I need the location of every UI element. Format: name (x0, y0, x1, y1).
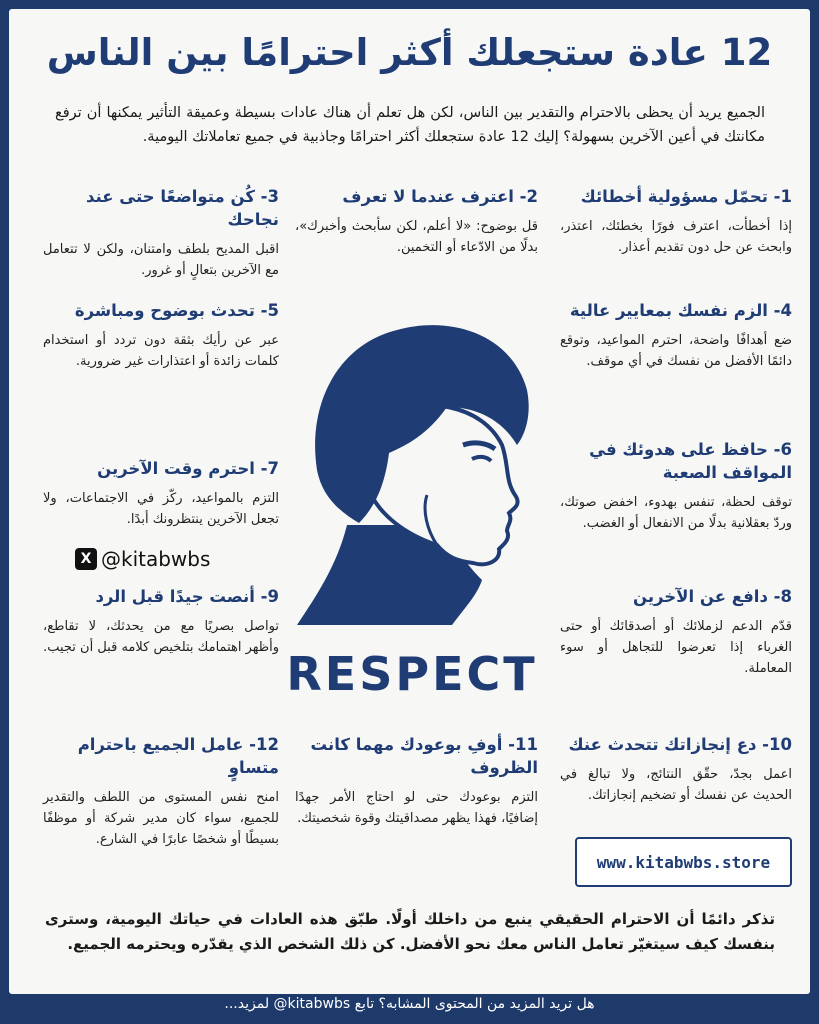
handle-text: @kitabwbs (101, 547, 211, 571)
tip-11 (295, 733, 538, 829)
tip-3 (43, 185, 279, 281)
tip-8 (560, 585, 792, 679)
tip-9 (43, 585, 279, 658)
tip-body: قل بوضوح: «لا أعلم، لكن سأبحث وأخبرك»، بدلًا من الادّعاء أو التخمين. (295, 219, 538, 255)
tip-body: توقف لحظة، تنفس بهدوء، اخفض صوتك، وردّ بعقلانية بدلًا من الانفعال أو الغضب. (560, 495, 792, 531)
tip-title: 5- تحدث بوضوح ومباشرة (74, 301, 279, 320)
tip-body: امنح نفس المستوى من اللطف والتقدير للجميع، سواء كان مدير شركة أو موظفًا بسيطًا أو شخصًا عابرًا في الشارع. (43, 790, 279, 847)
tip-body: اقبل المديح بلطف وامتنان، ولكن لا تتعامل مع الآخرين بتعالٍ أو غرور. (43, 242, 279, 278)
tip-2 (295, 185, 538, 258)
tip-body: عبر عن رأيك بثقة دون تردد أو استخدام كلمات زائدة أو اعتذارات غير ضرورية. (43, 333, 279, 369)
tip-title: 12- عامل الجميع باحترام متساوٍ (77, 735, 279, 777)
footer-bar-text: هل تريد المزيد من المحتوى المشابه؟ تابع kitabwbs@ لمزيد... (224, 996, 595, 1012)
infographic-panel (9, 9, 810, 994)
tip-7 (43, 457, 279, 530)
tip-title: 3- كُن متواضعًا حتى عند نجاحك (85, 187, 279, 229)
tip-body: إذا أخطأت، اعترف فورًا بخطئك، اعتذر، وابحث عن حل دون تقديم أعذار. (560, 219, 792, 255)
tip-title: 7- احترم وقت الآخرين (97, 459, 279, 478)
tip-title: 10- دع إنجازاتك تتحدث عنك (568, 735, 792, 754)
tip-title: 9- أنصت جيدًا قبل الرد (95, 587, 279, 606)
tip-10 (560, 733, 792, 806)
tip-body: ضع أهدافًا واضحة، احترم المواعيد، وتوقع دائمًا الأفضل من نفسك في أي موقف. (560, 333, 792, 369)
tip-4 (560, 299, 792, 372)
tip-body: تواصل بصريًا مع من يحدثك، لا تقاطع، وأظهر اهتمامك بتلخيص كلامه قبل أن تجيب. (43, 619, 279, 655)
tip-title: 1- تحمّل مسؤولية أخطائك (580, 187, 792, 206)
conclusion-paragraph: تذكر دائمًا أن الاحترام الحقيقي ينبع من داخلك أولًا. طبّق هذه العادات في حياتك اليومية، وسترى بنفسك كيف سيتغيّر تعامل الناس معك نحو الأفضل. كن ذلك الشخص الذي يقدّره ويحترمه الجميع. (45, 910, 775, 953)
tip-title: 11- أوفِ بوعودك مهما كانت الظروف (310, 735, 538, 777)
tip-title: 4- الزم نفسك بمعايير عالية (569, 301, 792, 320)
intro-paragraph: الجميع يريد أن يحظى بالاحترام والتقدير بين الناس، لكن هل تعلم أن هناك عادات بسيطة وعميقة التأثير يمكنها أن ترفع مكانتك في أعين الآخرين بسهولة؟ إليك 12 عادة ستجعلك أكثر احترامًا وجاذبية في جميع تعاملاتك اليومية. (55, 105, 765, 145)
tip-1 (560, 185, 792, 258)
page-title: 12 عادة ستجعلك أكثر احترامًا بين الناس (46, 31, 773, 74)
tip-title: 8- دافع عن الآخرين (632, 587, 792, 606)
tip-body: اعمل بجدّ، حقّق النتائج، ولا تبالغ في الحديث عن نفسك أو تضخيم إنجازاتك. (560, 767, 792, 803)
tip-12 (43, 733, 279, 850)
tip-title: 2- اعترف عندما لا تعرف (342, 187, 538, 206)
website-box[interactable]: www.kitabwbs.store (575, 837, 792, 887)
tip-body: قدّم الدعم لزملائك أو أصدقائك أو حتى الغرباء إذا تعرضوا للتجاهل أو سوء المعاملة. (560, 619, 792, 676)
tip-6 (560, 438, 792, 534)
tip-title: 6- حافظ على هدوئك في المواقف الصعبة (589, 440, 792, 482)
tip-body: التزم بالمواعيد، ركّز في الاجتماعات، ولا تجعل الآخرين ينتظرونك أبدًا. (43, 491, 279, 527)
social-handle (75, 547, 210, 571)
respect-word: RESPECT (286, 647, 538, 701)
x-logo-icon: X (75, 548, 97, 570)
tip-body: التزم بوعودك حتى لو احتاج الأمر جهدًا إضافيًا، فهذا يظهر مصداقيتك وقوة شخصيتك. (295, 790, 538, 826)
respect-portrait-illustration (277, 295, 547, 725)
tip-5 (43, 299, 279, 372)
